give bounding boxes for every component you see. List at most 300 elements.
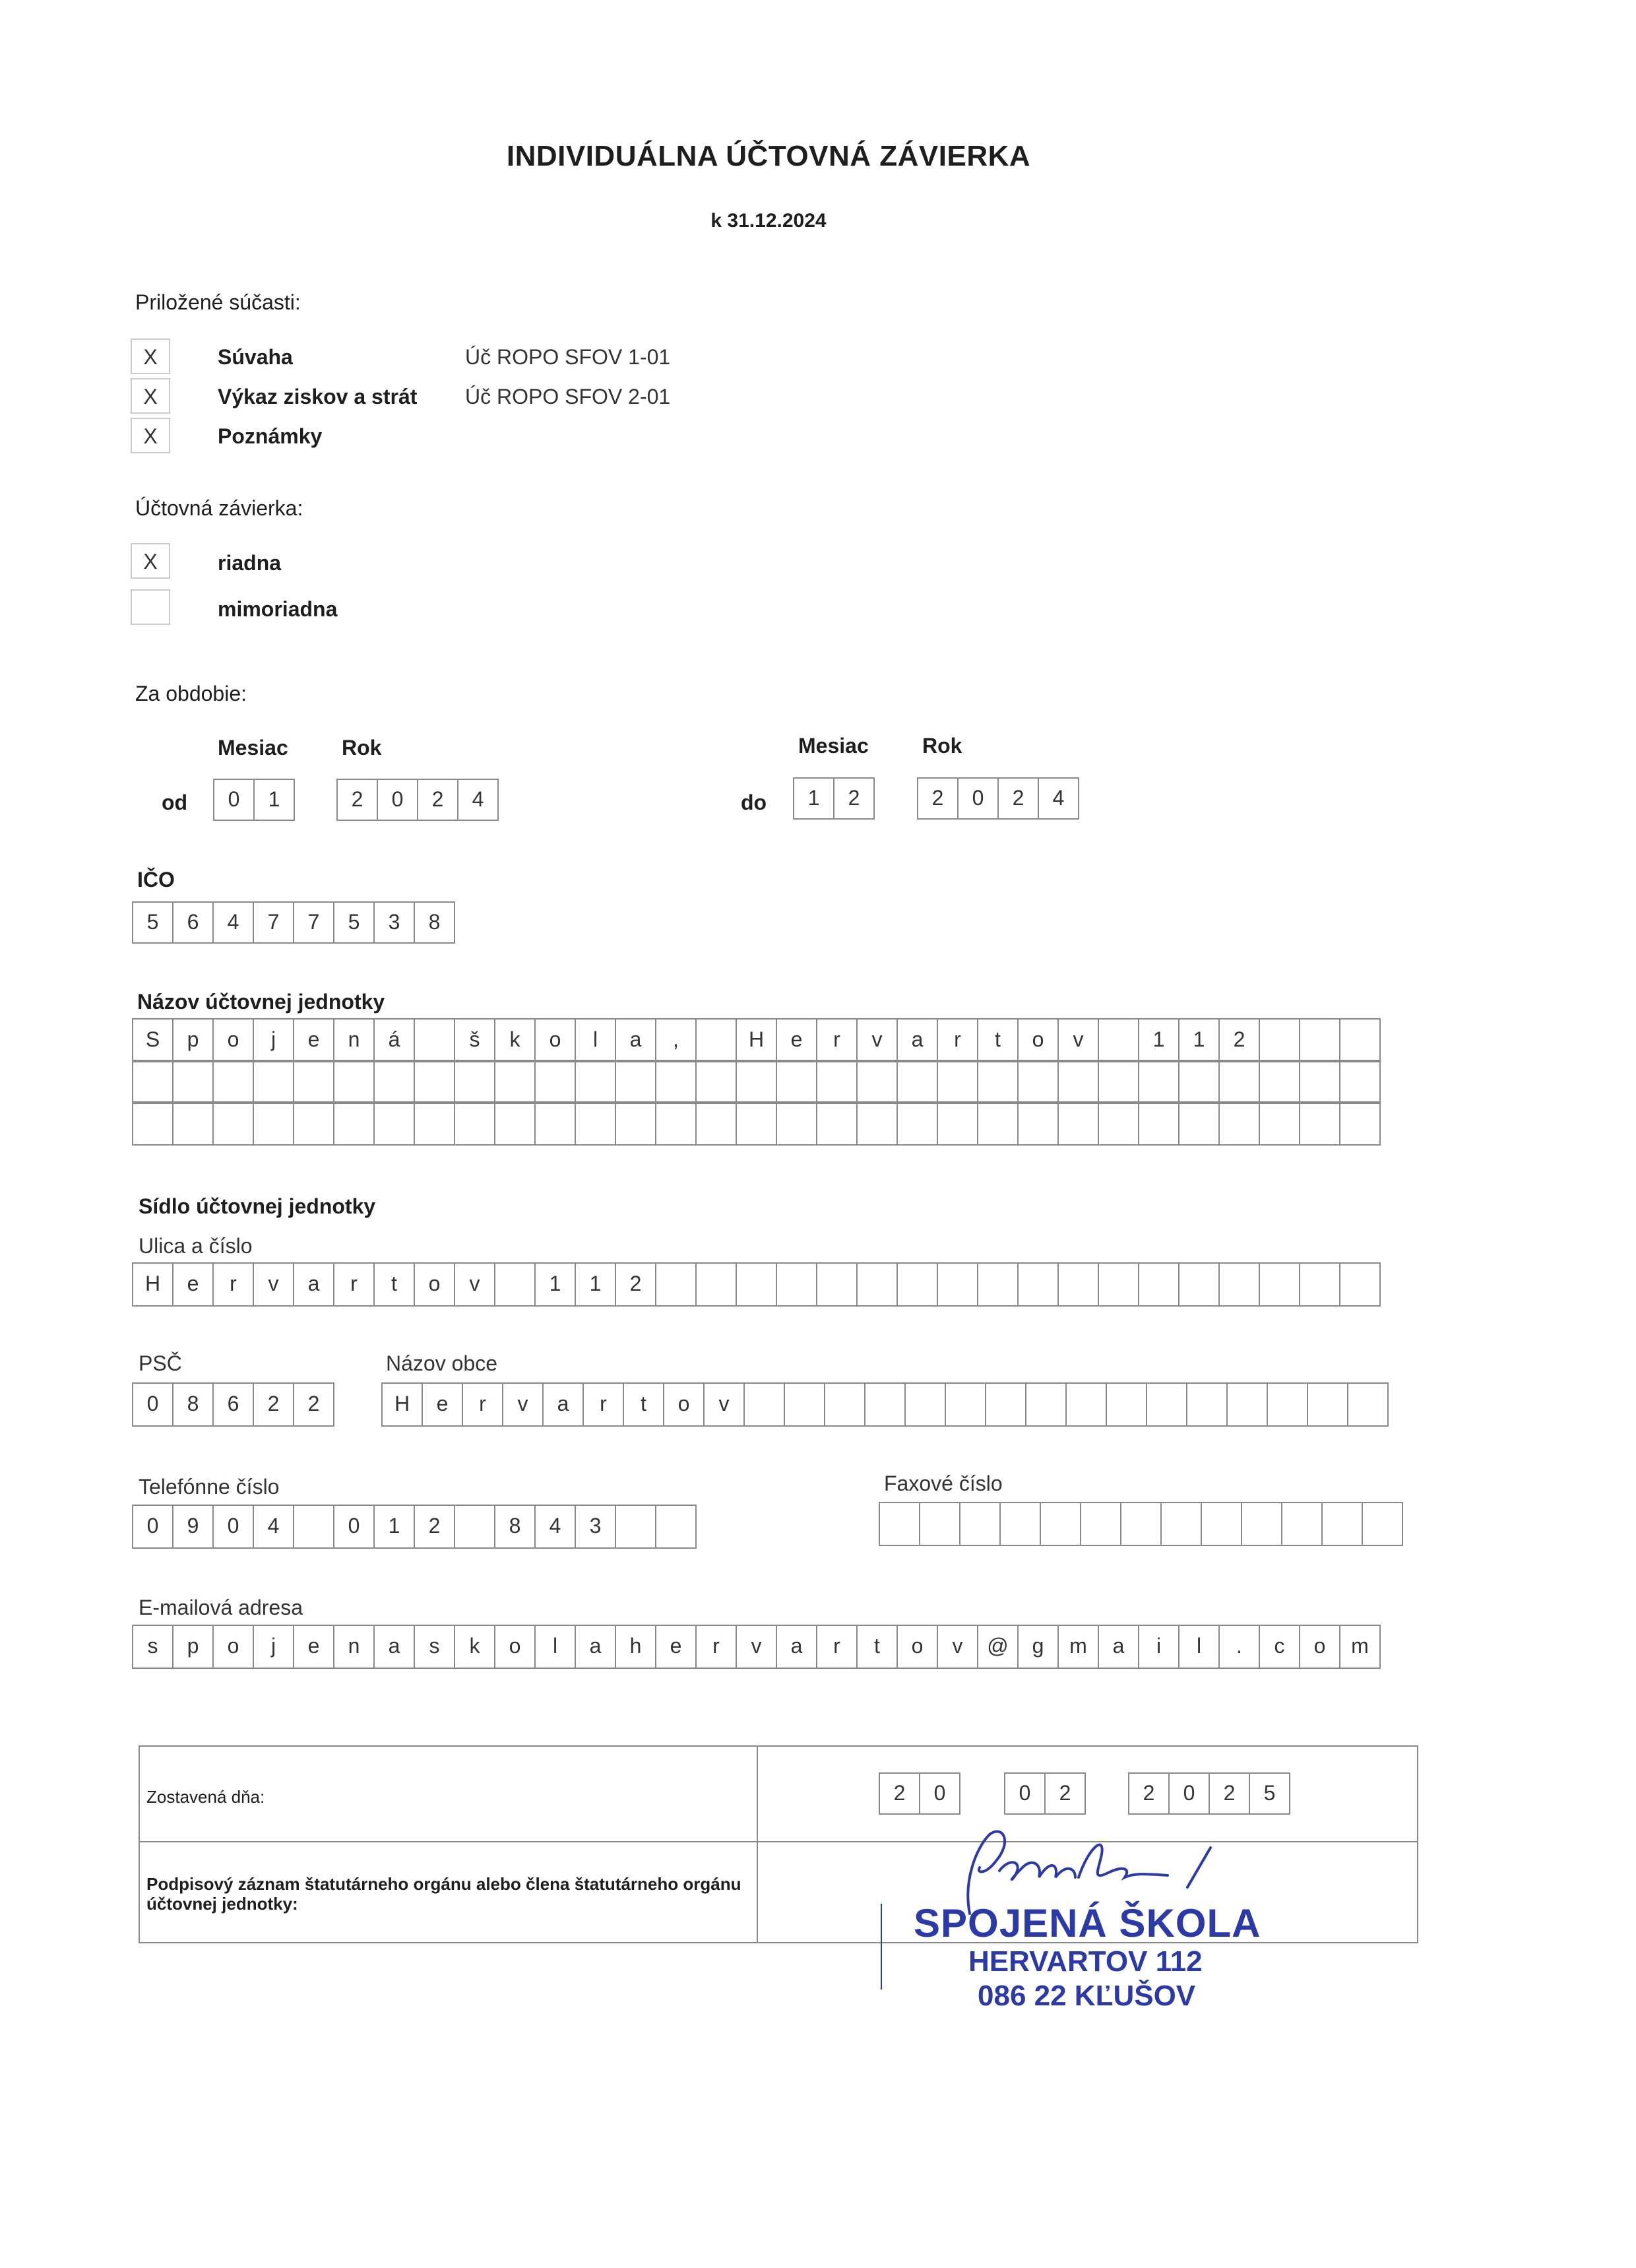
char-cell[interactable]: m xyxy=(1059,1626,1099,1668)
char-cell[interactable]: s xyxy=(133,1626,173,1668)
char-cell[interactable] xyxy=(1323,1503,1363,1545)
char-grid xyxy=(132,1625,1381,1669)
char-cell[interactable]: 2 xyxy=(918,779,959,818)
char-cell[interactable] xyxy=(495,1061,536,1103)
fax-field[interactable] xyxy=(879,1502,1403,1546)
char-cell[interactable] xyxy=(880,1503,920,1545)
from-month-field[interactable] xyxy=(213,779,295,821)
char-cell[interactable]: @ xyxy=(978,1626,1019,1668)
char-cell[interactable] xyxy=(1139,1061,1180,1103)
char-cell[interactable] xyxy=(1220,1264,1260,1305)
char-cell[interactable] xyxy=(1081,1503,1121,1545)
attachment-name: Výkaz ziskov a strát xyxy=(218,385,418,408)
char-cell[interactable]: 0 xyxy=(1170,1774,1210,1813)
char-cell[interactable] xyxy=(334,1103,375,1144)
char-cell[interactable]: k xyxy=(455,1626,495,1668)
char-cell[interactable] xyxy=(825,1384,865,1425)
char-cell[interactable] xyxy=(1348,1384,1389,1425)
char-cell[interactable] xyxy=(616,1103,656,1144)
char-cell[interactable] xyxy=(1308,1384,1348,1425)
char-cell[interactable] xyxy=(697,1061,737,1103)
char-cell[interactable] xyxy=(1260,1061,1300,1103)
char-cell[interactable] xyxy=(960,1503,1001,1545)
char-cell[interactable]: a xyxy=(375,1626,415,1668)
char-cell[interactable] xyxy=(656,1264,697,1305)
char-grid xyxy=(132,1018,1381,1062)
char-cell[interactable]: o xyxy=(664,1384,705,1425)
char-cell[interactable] xyxy=(1026,1384,1067,1425)
char-cell[interactable]: 4 xyxy=(458,780,499,820)
char-cell[interactable]: 2 xyxy=(1210,1774,1250,1813)
char-grid xyxy=(213,779,295,821)
char-cell[interactable] xyxy=(1001,1503,1041,1545)
char-cell[interactable]: e xyxy=(777,1020,817,1061)
char-cell[interactable]: e xyxy=(294,1020,334,1061)
char-cell[interactable]: 8 xyxy=(173,1384,214,1425)
char-cell[interactable] xyxy=(656,1103,697,1144)
document-title: INDIVIDUÁLNA ÚČTOVNÁ ZÁVIERKA xyxy=(506,140,1031,172)
char-cell[interactable]: r xyxy=(334,1264,375,1305)
char-cell[interactable] xyxy=(817,1264,858,1305)
char-cell[interactable]: s xyxy=(415,1626,455,1668)
char-cell[interactable]: 7 xyxy=(294,903,334,942)
attachment-code: Úč ROPO SFOV 2-01 xyxy=(465,385,671,408)
char-cell[interactable]: j xyxy=(254,1020,294,1061)
char-cell[interactable]: . xyxy=(1220,1626,1260,1668)
char-cell[interactable] xyxy=(777,1264,817,1305)
char-cell[interactable] xyxy=(1340,1061,1381,1103)
char-cell[interactable] xyxy=(1300,1264,1340,1305)
char-cell[interactable] xyxy=(978,1264,1019,1305)
char-grid xyxy=(132,1060,1381,1104)
char-cell[interactable]: c xyxy=(1260,1626,1300,1668)
char-cell[interactable] xyxy=(817,1103,858,1144)
char-cell[interactable] xyxy=(1099,1103,1139,1144)
char-cell[interactable] xyxy=(1187,1384,1228,1425)
char-cell[interactable] xyxy=(1300,1103,1340,1144)
char-cell[interactable] xyxy=(455,1103,495,1144)
char-cell[interactable] xyxy=(1099,1264,1139,1305)
char-cell[interactable]: 4 xyxy=(536,1506,576,1547)
char-cell[interactable] xyxy=(455,1061,495,1103)
char-cell[interactable] xyxy=(946,1384,986,1425)
char-cell[interactable] xyxy=(737,1264,777,1305)
char-cell[interactable] xyxy=(898,1264,938,1305)
char-cell[interactable] xyxy=(1067,1384,1107,1425)
char-cell[interactable]: 0 xyxy=(959,779,999,818)
ico-label: IČO xyxy=(137,868,175,891)
city-field[interactable] xyxy=(381,1382,1389,1427)
char-cell[interactable]: 1 xyxy=(375,1506,415,1547)
attachment-code: Úč ROPO SFOV 1-01 xyxy=(465,345,671,369)
char-cell[interactable] xyxy=(536,1061,576,1103)
char-cell[interactable] xyxy=(777,1061,817,1103)
char-cell[interactable]: e xyxy=(294,1626,334,1668)
char-cell[interactable] xyxy=(375,1103,415,1144)
char-cell[interactable] xyxy=(1300,1020,1340,1061)
char-cell[interactable] xyxy=(1059,1264,1099,1305)
char-cell[interactable]: n xyxy=(334,1626,375,1668)
char-cell[interactable]: g xyxy=(1019,1626,1059,1668)
char-cell[interactable]: o xyxy=(214,1020,254,1061)
char-grid xyxy=(381,1382,1389,1427)
char-cell[interactable] xyxy=(858,1061,898,1103)
char-grid xyxy=(132,1262,1381,1307)
char-cell[interactable]: n xyxy=(334,1020,375,1061)
char-cell[interactable]: 6 xyxy=(173,903,214,942)
char-cell[interactable] xyxy=(415,1103,455,1144)
char-cell[interactable]: 2 xyxy=(616,1264,656,1305)
char-cell[interactable] xyxy=(616,1061,656,1103)
char-cell[interactable]: t xyxy=(375,1264,415,1305)
char-cell[interactable] xyxy=(1019,1061,1059,1103)
char-cell[interactable]: o xyxy=(898,1626,938,1668)
char-cell[interactable]: H xyxy=(737,1020,777,1061)
char-cell[interactable] xyxy=(576,1061,616,1103)
char-cell[interactable] xyxy=(1099,1020,1139,1061)
char-cell[interactable]: 7 xyxy=(254,903,294,942)
char-cell[interactable] xyxy=(1099,1061,1139,1103)
char-cell[interactable]: v xyxy=(455,1264,495,1305)
attachment-checkbox[interactable]: X xyxy=(131,378,170,414)
char-cell[interactable] xyxy=(1260,1020,1300,1061)
char-cell[interactable]: 2 xyxy=(880,1774,920,1813)
char-cell[interactable]: 0 xyxy=(920,1774,960,1813)
char-cell[interactable] xyxy=(294,1061,334,1103)
char-cell[interactable] xyxy=(415,1061,455,1103)
char-cell[interactable] xyxy=(1180,1061,1220,1103)
char-cell[interactable]: 0 xyxy=(334,1506,375,1547)
char-cell[interactable] xyxy=(214,1103,254,1144)
statement-type-name: riadna xyxy=(218,551,282,575)
char-cell[interactable]: 4 xyxy=(214,903,254,942)
char-cell[interactable] xyxy=(415,1020,455,1061)
char-cell[interactable]: 2 xyxy=(1220,1020,1260,1061)
char-cell[interactable]: 6 xyxy=(214,1384,254,1425)
char-cell[interactable]: a xyxy=(1099,1626,1139,1668)
char-cell[interactable] xyxy=(254,1103,294,1144)
char-cell[interactable] xyxy=(1228,1384,1268,1425)
from-year-label: Rok xyxy=(342,736,382,760)
char-cell[interactable]: e xyxy=(423,1384,463,1425)
char-cell[interactable]: r xyxy=(214,1264,254,1305)
to-label: do xyxy=(741,791,767,814)
char-cell[interactable]: 1 xyxy=(794,779,834,818)
seat-label: Sídlo účtovnej jednotky xyxy=(139,1194,376,1218)
char-cell[interactable]: H xyxy=(133,1264,173,1305)
char-cell[interactable] xyxy=(938,1264,978,1305)
char-cell[interactable] xyxy=(1340,1103,1381,1144)
char-grid xyxy=(132,1101,1381,1146)
char-cell[interactable]: 0 xyxy=(133,1384,173,1425)
char-cell[interactable]: 2 xyxy=(1046,1774,1086,1813)
char-cell[interactable]: l xyxy=(576,1020,616,1061)
char-cell[interactable]: a xyxy=(576,1626,616,1668)
char-cell[interactable]: 0 xyxy=(378,780,418,820)
attachment-checkbox[interactable]: X xyxy=(131,418,170,453)
char-cell[interactable]: H xyxy=(383,1384,423,1425)
char-cell[interactable] xyxy=(858,1264,898,1305)
char-cell[interactable]: a xyxy=(616,1020,656,1061)
city-label: Názov obce xyxy=(386,1351,497,1375)
char-cell[interactable] xyxy=(1220,1103,1260,1144)
char-cell[interactable]: r xyxy=(697,1626,737,1668)
statement-type-checkbox[interactable]: X xyxy=(131,543,170,579)
phone-label: Telefónne číslo xyxy=(139,1475,280,1499)
char-cell[interactable]: j xyxy=(254,1626,294,1668)
char-cell[interactable]: p xyxy=(173,1626,214,1668)
char-cell[interactable] xyxy=(133,1061,173,1103)
char-cell[interactable]: o xyxy=(1300,1626,1340,1668)
char-cell[interactable]: 5 xyxy=(1250,1774,1290,1813)
char-grid xyxy=(132,1505,697,1549)
char-cell[interactable]: l xyxy=(1180,1626,1220,1668)
char-cell[interactable] xyxy=(576,1103,616,1144)
char-cell[interactable] xyxy=(133,1103,173,1144)
char-cell[interactable] xyxy=(294,1506,334,1547)
char-cell[interactable]: 4 xyxy=(1039,779,1079,818)
char-cell[interactable]: v xyxy=(254,1264,294,1305)
phone-field[interactable] xyxy=(132,1505,697,1549)
char-cell[interactable] xyxy=(737,1103,777,1144)
char-cell[interactable]: e xyxy=(656,1626,697,1668)
char-cell[interactable]: 3 xyxy=(576,1506,616,1547)
char-cell[interactable] xyxy=(777,1103,817,1144)
char-cell[interactable] xyxy=(938,1061,978,1103)
char-cell[interactable]: 2 xyxy=(254,1384,294,1425)
char-cell[interactable]: a xyxy=(898,1020,938,1061)
email-field[interactable] xyxy=(132,1625,1381,1669)
char-cell[interactable]: 5 xyxy=(334,903,375,942)
char-cell[interactable] xyxy=(1363,1503,1403,1545)
char-cell[interactable]: t xyxy=(858,1626,898,1668)
char-cell[interactable] xyxy=(697,1264,737,1305)
char-cell[interactable]: 9 xyxy=(173,1506,214,1547)
compiled-year-field[interactable] xyxy=(1128,1772,1290,1815)
compiled-day-field[interactable] xyxy=(879,1772,960,1815)
char-cell[interactable] xyxy=(906,1384,946,1425)
char-cell[interactable] xyxy=(656,1061,697,1103)
char-cell[interactable] xyxy=(1147,1384,1187,1425)
char-cell[interactable] xyxy=(495,1103,536,1144)
char-cell[interactable]: 1 xyxy=(1139,1020,1180,1061)
char-cell[interactable]: 0 xyxy=(214,1506,254,1547)
char-cell[interactable]: o xyxy=(415,1264,455,1305)
char-cell[interactable] xyxy=(858,1103,898,1144)
char-cell[interactable] xyxy=(1121,1503,1162,1545)
char-cell[interactable]: l xyxy=(536,1626,576,1668)
char-cell[interactable] xyxy=(1180,1103,1220,1144)
char-cell[interactable] xyxy=(737,1061,777,1103)
signature-label: Podpisový záznam štatutárneho orgánu alebo člena štatutárneho orgánu účtovnej jednotky: xyxy=(146,1874,741,1914)
char-cell[interactable] xyxy=(1019,1103,1059,1144)
char-cell[interactable]: 2 xyxy=(294,1384,334,1425)
char-cell[interactable]: a xyxy=(294,1264,334,1305)
char-cell[interactable]: 1 xyxy=(1180,1020,1220,1061)
char-cell[interactable] xyxy=(938,1103,978,1144)
char-cell[interactable]: v xyxy=(1059,1020,1099,1061)
statement-type-label: Účtovná závierka: xyxy=(135,496,303,520)
char-cell[interactable]: 5 xyxy=(133,903,173,942)
ico-field[interactable] xyxy=(132,901,455,944)
char-cell[interactable] xyxy=(978,1103,1019,1144)
char-cell[interactable]: 2 xyxy=(834,779,875,818)
char-cell[interactable] xyxy=(1180,1264,1220,1305)
char-cell[interactable] xyxy=(745,1384,785,1425)
psc-field[interactable] xyxy=(132,1382,334,1427)
document-date: k 31.12.2024 xyxy=(710,210,827,232)
stamp-line-2: HERVARTOV 112 xyxy=(968,1945,1203,1978)
compiled-month-field[interactable] xyxy=(1004,1772,1086,1815)
char-cell[interactable] xyxy=(898,1103,938,1144)
to-year-field[interactable] xyxy=(917,777,1079,820)
char-cell[interactable] xyxy=(616,1506,656,1547)
char-cell[interactable]: 1 xyxy=(255,780,295,820)
char-cell[interactable] xyxy=(536,1103,576,1144)
char-cell[interactable]: 1 xyxy=(536,1264,576,1305)
entity-name-row-3[interactable] xyxy=(132,1101,1381,1146)
compiled-date-label: Zostavená dňa: xyxy=(146,1787,265,1807)
char-cell[interactable] xyxy=(1300,1061,1340,1103)
char-cell[interactable]: S xyxy=(133,1020,173,1061)
char-cell[interactable]: á xyxy=(375,1020,415,1061)
char-cell[interactable]: a xyxy=(777,1626,817,1668)
char-cell[interactable]: k xyxy=(495,1020,536,1061)
attachment-name: Súvaha xyxy=(218,345,293,369)
char-cell[interactable] xyxy=(1340,1020,1381,1061)
char-cell[interactable]: v xyxy=(938,1626,978,1668)
char-cell[interactable] xyxy=(173,1061,214,1103)
to-year-label: Rok xyxy=(922,734,962,758)
char-cell[interactable] xyxy=(254,1061,294,1103)
char-cell[interactable]: 3 xyxy=(375,903,415,942)
char-cell[interactable] xyxy=(1107,1384,1147,1425)
char-grid xyxy=(917,777,1079,820)
statement-type-name: mimoriadna xyxy=(218,597,338,621)
char-cell[interactable] xyxy=(978,1061,1019,1103)
char-cell[interactable]: 0 xyxy=(214,780,255,820)
from-year-field[interactable] xyxy=(336,779,499,821)
char-cell[interactable] xyxy=(1268,1384,1308,1425)
char-cell[interactable]: 8 xyxy=(415,903,455,942)
char-cell[interactable]: o xyxy=(214,1626,254,1668)
char-cell[interactable] xyxy=(785,1384,825,1425)
char-cell[interactable] xyxy=(817,1061,858,1103)
stamp-line-3: 086 22 KĽUŠOV xyxy=(978,1980,1196,2012)
char-cell[interactable] xyxy=(986,1384,1026,1425)
char-cell[interactable] xyxy=(865,1384,906,1425)
char-cell[interactable]: e xyxy=(173,1264,214,1305)
char-cell[interactable] xyxy=(1041,1503,1081,1545)
char-cell[interactable]: 2 xyxy=(418,780,458,820)
char-cell[interactable]: 8 xyxy=(495,1506,536,1547)
char-cell[interactable]: v xyxy=(503,1384,544,1425)
char-cell[interactable]: 2 xyxy=(415,1506,455,1547)
char-cell[interactable] xyxy=(1162,1503,1202,1545)
psc-label: PSČ xyxy=(139,1351,182,1375)
char-cell[interactable] xyxy=(1242,1503,1282,1545)
char-cell[interactable] xyxy=(697,1103,737,1144)
char-cell[interactable]: r xyxy=(817,1020,858,1061)
char-grid xyxy=(793,777,875,820)
char-cell[interactable]: r xyxy=(938,1020,978,1061)
char-cell[interactable]: h xyxy=(616,1626,656,1668)
entity-name-row-1[interactable] xyxy=(132,1018,1381,1062)
char-cell[interactable]: 0 xyxy=(133,1506,173,1547)
char-cell[interactable] xyxy=(173,1103,214,1144)
char-cell[interactable] xyxy=(1059,1103,1099,1144)
char-cell[interactable] xyxy=(1220,1061,1260,1103)
char-grid xyxy=(132,901,455,944)
char-cell[interactable]: a xyxy=(544,1384,584,1425)
stamp-border xyxy=(881,1904,882,1990)
char-cell[interactable]: t xyxy=(624,1384,664,1425)
char-cell[interactable] xyxy=(898,1061,938,1103)
fax-label: Faxové číslo xyxy=(884,1472,1003,1495)
street-field[interactable] xyxy=(132,1262,1381,1307)
statement-type-checkbox[interactable] xyxy=(131,589,170,625)
char-cell[interactable] xyxy=(214,1061,254,1103)
char-cell[interactable]: v xyxy=(705,1384,745,1425)
char-cell[interactable]: r xyxy=(584,1384,624,1425)
char-cell[interactable]: 2 xyxy=(338,780,378,820)
period-label: Za obdobie: xyxy=(135,682,247,705)
from-month-label: Mesiac xyxy=(218,736,288,760)
entity-name-row-2[interactable] xyxy=(132,1060,1381,1104)
char-cell[interactable] xyxy=(1019,1264,1059,1305)
char-cell[interactable]: , xyxy=(656,1020,697,1061)
char-cell[interactable]: o xyxy=(495,1626,536,1668)
attachment-checkbox[interactable]: X xyxy=(131,339,170,374)
char-cell[interactable] xyxy=(1059,1061,1099,1103)
char-cell[interactable] xyxy=(1282,1503,1323,1545)
char-grid xyxy=(1128,1772,1290,1815)
char-cell[interactable]: r xyxy=(463,1384,503,1425)
char-cell[interactable] xyxy=(656,1506,697,1547)
char-cell[interactable]: 0 xyxy=(1005,1774,1046,1813)
char-cell[interactable]: o xyxy=(536,1020,576,1061)
char-cell[interactable]: 2 xyxy=(999,779,1039,818)
char-cell[interactable]: i xyxy=(1139,1626,1180,1668)
char-cell[interactable] xyxy=(1340,1264,1381,1305)
char-cell[interactable] xyxy=(920,1503,960,1545)
char-cell[interactable]: 2 xyxy=(1129,1774,1170,1813)
char-cell[interactable] xyxy=(1202,1503,1242,1545)
char-cell[interactable]: v xyxy=(737,1626,777,1668)
char-cell[interactable] xyxy=(697,1020,737,1061)
char-cell[interactable] xyxy=(294,1103,334,1144)
char-cell[interactable]: p xyxy=(173,1020,214,1061)
char-cell[interactable]: t xyxy=(978,1020,1019,1061)
char-cell[interactable] xyxy=(1260,1264,1300,1305)
char-cell[interactable] xyxy=(1139,1264,1180,1305)
char-cell[interactable] xyxy=(334,1061,375,1103)
char-cell[interactable]: š xyxy=(455,1020,495,1061)
char-cell[interactable] xyxy=(375,1061,415,1103)
char-cell[interactable] xyxy=(1139,1103,1180,1144)
char-cell[interactable]: v xyxy=(858,1020,898,1061)
to-month-field[interactable] xyxy=(793,777,875,820)
char-cell[interactable]: r xyxy=(817,1626,858,1668)
char-cell[interactable]: 4 xyxy=(254,1506,294,1547)
char-cell[interactable]: m xyxy=(1340,1626,1381,1668)
char-grid xyxy=(336,779,499,821)
char-cell[interactable]: 1 xyxy=(576,1264,616,1305)
char-cell[interactable] xyxy=(455,1506,495,1547)
char-cell[interactable] xyxy=(495,1264,536,1305)
char-cell[interactable]: o xyxy=(1019,1020,1059,1061)
char-cell[interactable] xyxy=(1260,1103,1300,1144)
